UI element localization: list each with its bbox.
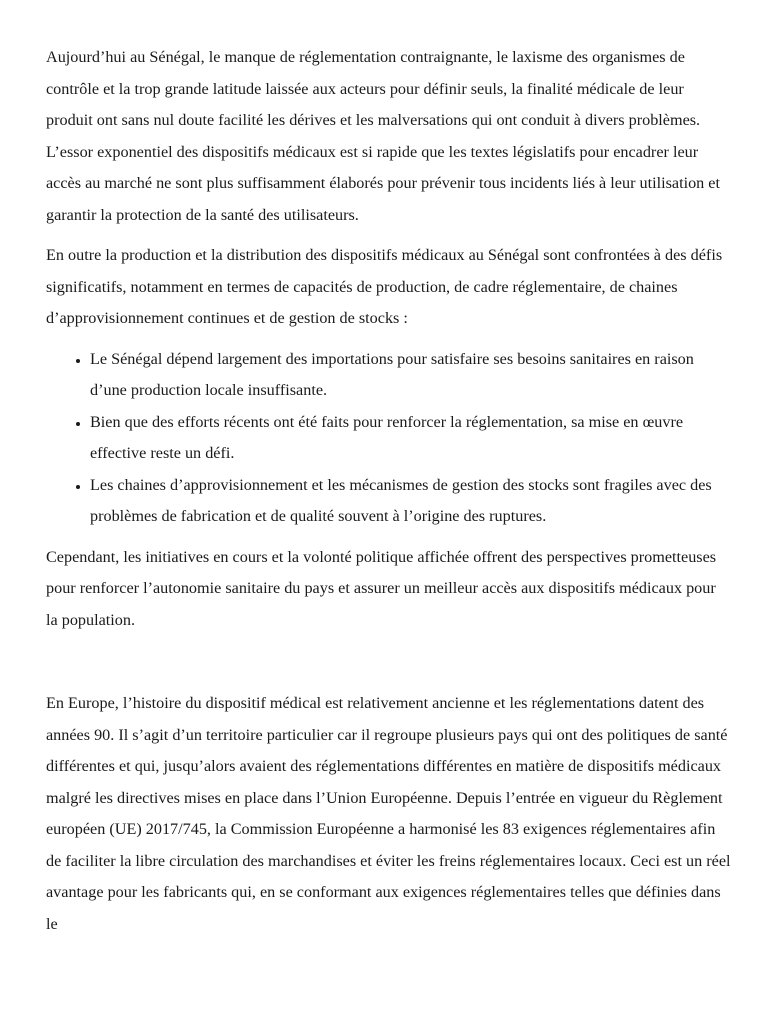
list-item: • Le Sénégal dépend largement des importations pour satisfaire ses besoins sanitaires en raison d’une production locale insuffisante. [90,344,731,407]
paragraph-perspectives: Cependant, les initiatives en cours et la volonté politique affichée offrent des perspectives prometteuses pour renforcer l’autonomie sanitaire du pays et assurer un meilleur accès aux dispositifs médicaux pour la population. [46,547,717,629]
paragraph-europe: En Europe, l’histoire du dispositif médical est relativement ancienne et les réglementations datent des années 90. Il s’agit d’un territoire particulier car il regroupe plusieurs pays qui ont des politiques de santé différentes et qui, jusqu’alors avaient des réglementations différentes en matière de dispositifs médicaux malgré les directives mises en place dans l’Union Européenne. Depuis l’entrée en vigueur du Règlement européen (UE) 2017/745, la Commission Européenne a harmonisé les 83 exigences réglementaires afin de faciliter la libre circulation des marchandises et éviter les freins réglementaires locaux. Ceci est un réel avantage pour les fabricants qui, en se conformant aux exigences réglementaires telles que définies dans le [46,694,731,933]
paragraph-senegal-regulation: Aujourd’hui au Sénégal, le manque de réglementation contraignante, le laxisme des organismes de contrôle et la trop grande latitude laissée aux acteurs pour définir seuls, la finalité médicale de leur produit ont sans nul doute facilité les dérives et les malversations qui ont conduit à divers problèmes. L’essor exponentiel des dispositifs médicaux est si rapide que les textes législatifs pour encadrer leur accès au marché ne sont plus suffisamment élaborés pour prévenir tous incidents liés à leur utilisation et garantir la protection de la santé des utilisateurs. [46,48,720,224]
paragraph-spacer [46,645,731,688]
challenges-bullet-list [46,344,731,533]
paragraph-senegal-challenges: En outre la production et la distribution des dispositifs médicaux au Sénégal sont confrontées à des défis significatifs, notamment en termes de capacités de production, de cadre réglementaire, de chaines d’approvisionnement continues et de gestion de stocks : [46,246,723,327]
list-item: • Les chaines d’approvisionnement et les mécanismes de gestion des stocks sont fragiles avec des problèmes de fabrication et de qualité souvent à l’origine des ruptures. [90,470,731,533]
document-body [46,42,731,949]
list-item: • Bien que des efforts récents ont été faits pour renforcer la réglementation, sa mise en œuvre effective reste un défi. [90,407,731,470]
